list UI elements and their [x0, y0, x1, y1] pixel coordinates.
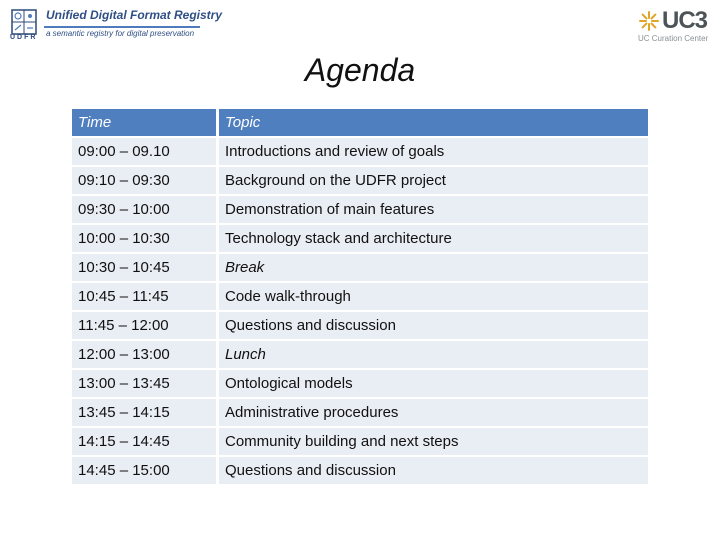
agenda-body [72, 137, 648, 485]
page-title: Agenda [304, 52, 416, 88]
header-divider [44, 26, 200, 28]
table-row [72, 195, 648, 224]
topic-cell: Introductions and review of goals [218, 137, 649, 166]
table-row [72, 224, 648, 253]
topic-cell: Background on the UDFR project [218, 166, 649, 195]
time-cell: 10:45 – 11:45 [72, 282, 218, 311]
time-cell: 14:45 – 15:00 [72, 456, 218, 485]
table-row [72, 311, 648, 340]
topic-cell: Questions and discussion [218, 456, 649, 485]
topic-cell: Lunch [218, 340, 649, 369]
time-cell: 09:30 – 10:00 [72, 195, 218, 224]
topic-cell: Ontological models [218, 369, 649, 398]
time-cell: 09:10 – 09:30 [72, 166, 218, 195]
time-cell: 09:00 – 09.10 [72, 137, 218, 166]
time-cell: 12:00 – 13:00 [72, 340, 218, 369]
sunburst-icon [638, 10, 660, 32]
time-cell: 10:30 – 10:45 [72, 253, 218, 282]
uc3-logo [638, 6, 714, 46]
table-row [72, 427, 648, 456]
topic-cell: Break [218, 253, 649, 282]
time-cell: 13:00 – 13:45 [72, 369, 218, 398]
topic-cell: Code walk-through [218, 282, 649, 311]
table-row [72, 369, 648, 398]
uc3-subtitle: UC Curation Center [638, 34, 709, 43]
column-header-time: Time [72, 109, 218, 137]
topic-cell: Technology stack and architecture [218, 224, 649, 253]
time-cell: 10:00 – 10:30 [72, 224, 218, 253]
registry-title: Unified Digital Format Registry [46, 8, 223, 22]
topic-cell: Questions and discussion [218, 311, 649, 340]
table-row [72, 456, 648, 485]
table-row [72, 340, 648, 369]
table-row [72, 282, 648, 311]
udfr-letters: UDFR [10, 34, 38, 41]
uc3-wordmark: UC3 [662, 7, 708, 34]
topic-cell: Administrative procedures [218, 398, 649, 427]
table-header-row [72, 109, 648, 137]
time-cell: 11:45 – 12:00 [72, 311, 218, 340]
registry-subtitle: a semantic registry for digital preservation [46, 29, 195, 38]
topic-cell: Community building and next steps [218, 427, 649, 456]
time-cell: 13:45 – 14:15 [72, 398, 218, 427]
time-cell: 14:15 – 14:45 [72, 427, 218, 456]
table-row [72, 253, 648, 282]
table-row [72, 398, 648, 427]
agenda-table [72, 109, 648, 486]
topic-cell: Demonstration of main features [218, 195, 649, 224]
table-row [72, 137, 648, 166]
column-header-topic: Topic [218, 109, 649, 137]
table-row [72, 166, 648, 195]
